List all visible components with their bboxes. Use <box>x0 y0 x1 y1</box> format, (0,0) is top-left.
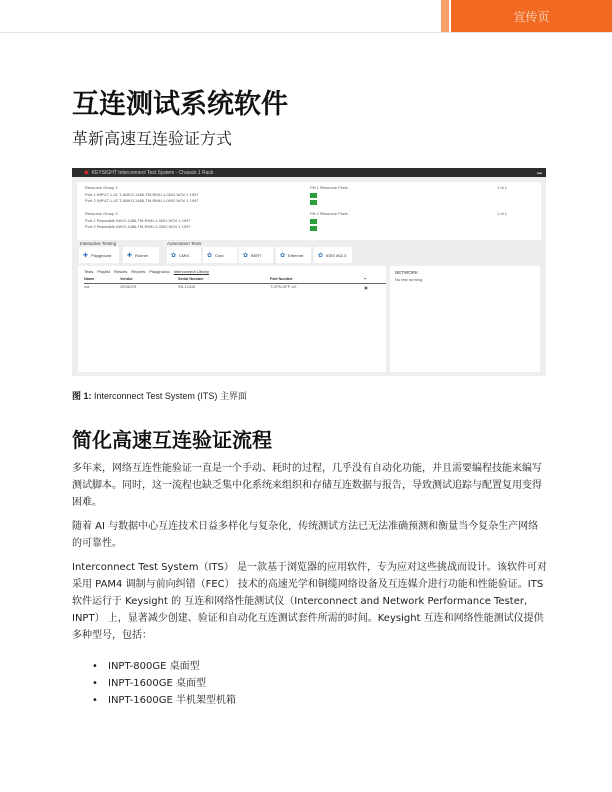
add-button[interactable]: + <box>364 277 367 281</box>
section-title: 简化高速互连验证流程 <box>72 428 272 452</box>
gear-icon: ✿ <box>243 252 249 259</box>
automation-label: Automation Tests <box>167 241 202 246</box>
tile-bert[interactable] <box>239 247 273 263</box>
tile-label: Cmd <box>215 252 224 258</box>
menu-icon[interactable]: ▬ <box>537 169 542 176</box>
tile-label: Runner <box>135 252 149 258</box>
library-panel <box>78 266 386 372</box>
tile-ethernet[interactable] <box>276 247 311 263</box>
tile-playground[interactable] <box>79 247 119 263</box>
tab-results[interactable]: Results <box>114 269 128 274</box>
cell-serial: SN-12345 <box>178 285 196 289</box>
its-screenshot <box>72 168 546 376</box>
tile-cmd[interactable] <box>203 247 237 263</box>
delete-icon[interactable]: ▣ <box>364 286 368 290</box>
page-subtitle: 革新高速互连验证方式 <box>72 129 233 148</box>
tile-label: BERT <box>251 252 262 258</box>
plus-icon: ✚ <box>127 252 133 259</box>
tile-runner[interactable] <box>123 247 159 263</box>
port-row: Port 1 INPUT-1-41 T-ANKO-1486-TM-RMH-1-0001 NOV 1 1997 <box>85 192 199 197</box>
tab-reports[interactable]: Reports <box>131 269 146 274</box>
list-item: • INPT-1600GE 半机架型机箱 <box>92 692 236 709</box>
page-title: 互连测试系统软件 <box>72 89 288 120</box>
paragraph-1: 多年来，网络互连性能验证一直是一个手动、耗时的过程，几乎没有自动化功能，并且需要编程技能来编写测试脚本。同时，这一流程也缺乏集中化系统来组织和存储互连数据与报告，导致测试追踪与配置复用变得困难。 <box>72 463 542 508</box>
paragraph-3: Interconnect Test System（ITS） 是一款基于浏览器的应用软件，专为应对这些挑战而设计。该软件可对采用 PAM4 调制与前向纠错（FEC） 技术的高速光学和铜缆网络设备及互连媒介进行功能和性能验证。ITS 软件运行于 Keysight 的 互连和网络性能测试仪（Interconnect and Network Performance Tester, INPT） 上，显著减少创建、验证和自动化互连测试套件所需的时间。Keysight 互连和网络性能测试仪提供多种型号，包括： <box>72 562 548 641</box>
col-vendor: Vendor <box>120 277 133 281</box>
port-row: Port 1 Reputable INKO-1486-TM-RMH-1-0001 NOV 1 1997 <box>85 218 191 223</box>
keysight-logo-icon: ◆ <box>84 170 89 176</box>
header-divider <box>0 32 612 33</box>
group-name: Resource Group 1 <box>85 185 118 190</box>
tile-ieee[interactable] <box>314 247 352 263</box>
col-part: Part Number <box>270 277 293 281</box>
cell-name: n/a <box>84 285 90 289</box>
list-item: • INPT-1600GE 桌面型 <box>92 675 236 692</box>
gear-icon: ✿ <box>207 252 213 259</box>
side-panel-text: No test running <box>395 277 423 282</box>
gear-icon: ✿ <box>171 252 177 259</box>
plus-icon: ✚ <box>83 252 89 259</box>
col-name: Name <box>84 277 95 281</box>
resource-group-2 <box>77 208 541 240</box>
gear-icon: ✿ <box>318 252 324 259</box>
caption-label: 图 1: <box>72 391 92 401</box>
app-title: KEYSIGHT Interconnect Test System - Chassis 1 Rack <box>91 169 214 176</box>
status-button[interactable] <box>310 193 317 198</box>
status-button[interactable] <box>310 226 317 231</box>
table-header <box>84 277 386 284</box>
tab-bar <box>84 269 209 274</box>
group-ports: PN 1 Resource Ports <box>310 185 348 190</box>
interactive-label: Interactive Testing <box>80 241 117 246</box>
port-row: Port 2 Reputable INKO-1486-TM-RMH-1-0002 NOV 1 1997 <box>85 224 191 229</box>
tile-cmis[interactable] <box>167 247 201 263</box>
doc-type-tag: 宣传页 <box>451 0 612 32</box>
gear-icon: ✿ <box>280 252 286 259</box>
figure-caption <box>72 389 247 402</box>
port-row: Port 2 INPUT-1-42 T-ANKO-1486-TM-RMH-1-0002 NOV 1 1997 <box>85 198 199 203</box>
cell-vendor: VENDOR <box>120 285 137 289</box>
tile-label: IEEE 802.3 <box>326 252 347 258</box>
group-count: 1 of 1 <box>497 211 508 216</box>
tile-label: Playground <box>91 252 112 258</box>
tile-label: CMIS <box>179 252 190 258</box>
paragraph-2: 随着 AI 与数据中心互连技术日益多样化与复杂化，传统测试方法已无法准确预测和衡量当今复杂生产网络的可靠性。 <box>72 521 539 549</box>
tab-playlist[interactable]: Playlist <box>97 269 111 274</box>
tab-playground[interactable]: Playground <box>149 269 170 274</box>
status-button[interactable] <box>310 200 317 205</box>
cell-part: T-GPN-SFP-XX <box>270 285 297 289</box>
status-button[interactable] <box>310 219 317 224</box>
group-ports: PN 2 Resource Ports <box>310 211 348 216</box>
app-header <box>72 168 546 177</box>
list-item: • INPT-800GE 桌面型 <box>92 658 236 675</box>
group-name: Resource Group 2 <box>85 211 118 216</box>
model-list <box>92 658 236 709</box>
tile-label: Ethernet <box>288 252 304 258</box>
side-panel-title: NETWORK <box>395 270 418 275</box>
header-bar <box>0 0 447 32</box>
side-panel <box>390 266 540 372</box>
col-serial: Serial Number <box>178 277 204 281</box>
header-accent <box>441 0 449 32</box>
caption-text: Interconnect Test System (ITS) 主界面 <box>94 391 247 401</box>
group-count: 1 of 1 <box>497 185 508 190</box>
tab-tests[interactable]: Tests <box>84 269 94 274</box>
tab-interconnect-library[interactable]: Interconnect Library <box>173 269 209 274</box>
